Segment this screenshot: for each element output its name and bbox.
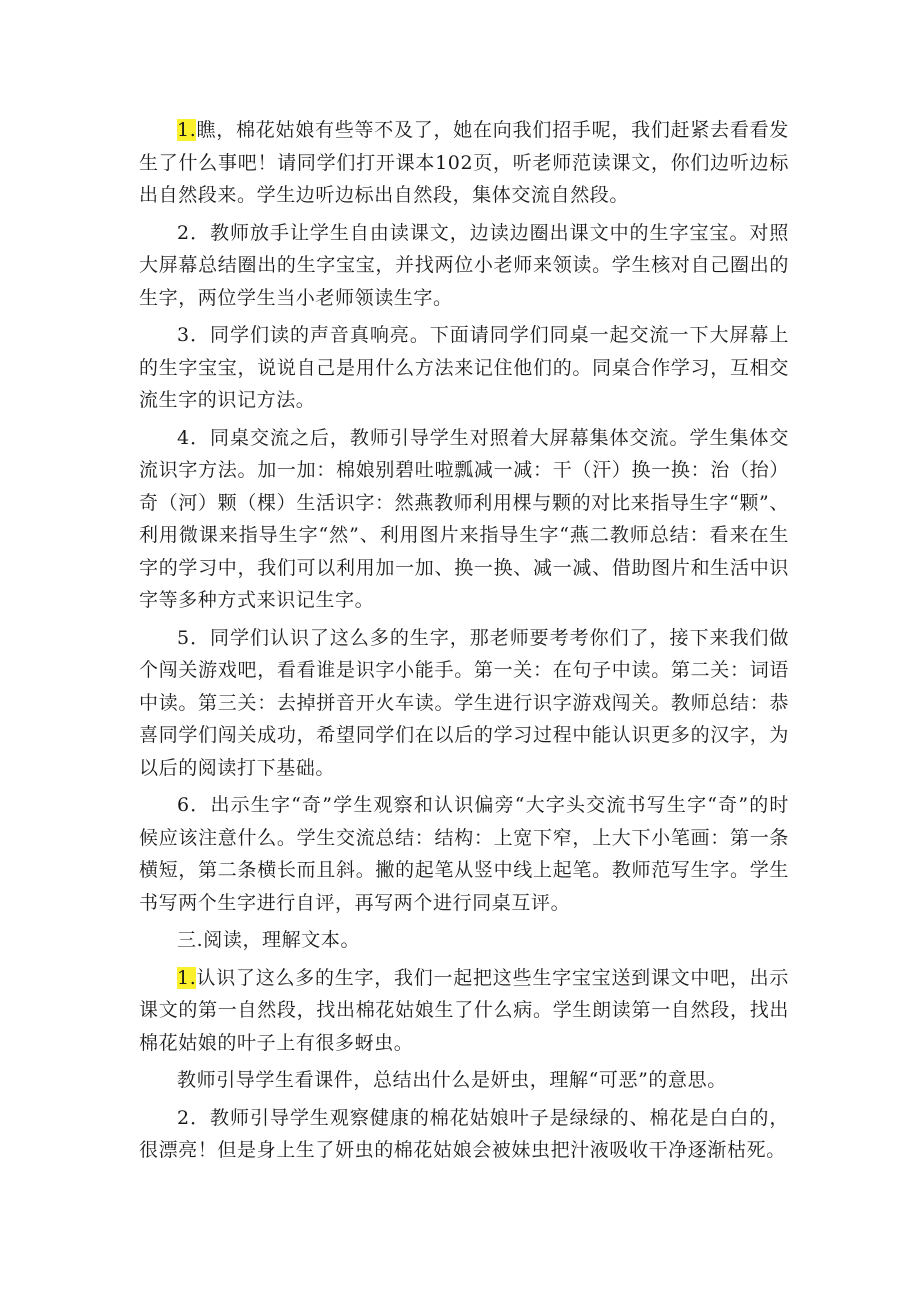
paragraph-8 xyxy=(139,1064,789,1097)
section-heading-text: 三.阅读，理解文本。 xyxy=(177,929,361,951)
paragraph-text: 教师引导学生观察健康的棉花姑娘叶子是绿绿的、棉花是白白的，很漂亮！但是身上生了妍虫的棉花姑娘会被妹虫把汁液吸收干净逐渐枯死。 xyxy=(139,1106,789,1161)
document-body xyxy=(139,114,789,1172)
paragraph-9 xyxy=(139,1102,789,1167)
paragraph-6 xyxy=(139,789,789,919)
paragraph-text: 教师放手让学生自由读课文，边读边圈出课文中的生字宝宝。对照大屏幕总结圈出的生字宝宝，并找两位小老师来领读。学生核对自己圈出的生字，两位学生当小老师领读生字。 xyxy=(139,221,789,309)
paragraph-3 xyxy=(139,319,789,417)
paragraph-4 xyxy=(139,422,789,617)
paragraph-number: 2． xyxy=(177,221,211,244)
paragraph-2 xyxy=(139,217,789,315)
paragraph-text: 出示生字“奇”学生观察和认识偏旁“大字头交流书写生字“奇”的时候应该注意什么。学生交流总结：结构：上宽下窄，上大下小笔画：第一条横短，第二条横长而且斜。撇的起笔从竖中线上起笔。教师范写生字。学生书写两个生字进行自评，再写两个进行同桌互评。 xyxy=(139,794,789,914)
section-heading xyxy=(139,924,789,957)
paragraph-number-highlighted: 1. xyxy=(177,119,197,141)
paragraph-text: 瞧，棉花姑娘有些等不及了，她在向我们招手呢，我们赶紧去看看发生了什么事吧！请同学们打开课本102页，听老师范读课文，你们边听边标出自然段来。学生边听边标出自然段，集体交流自然段。 xyxy=(139,119,789,206)
paragraph-text: 同桌交流之后，教师引导学生对照着大屏幕集体交流。学生集体交流识字方法。加一加：棉娘别碧吐啦瓢减一减：干（汗）换一换：治（抬）奇（河）颗（棵）生活识字：然燕教师利用棵与颗的对比来指导生字“颗”、利用微课来指导生字“然”、利用图片来指导生字“燕二教师总结：看来在生字的学习中，我们可以利用加一加、换一换、减一减、借助图片和生活中识字等多种方式来识记生字。 xyxy=(139,426,789,611)
paragraph-number: 3． xyxy=(177,324,211,346)
paragraph-number: 2． xyxy=(177,1106,211,1129)
paragraph-number-highlighted: 1. xyxy=(177,966,197,989)
paragraph-text: 同学们读的声音真响亮。下面请同学们同桌一起交流一下大屏幕上的生字宝宝，说说自己是用什么方法来记住他们的。同桌合作学习，互相交流生字的识记方法。 xyxy=(139,324,789,411)
paragraph-5 xyxy=(139,622,789,785)
paragraph-text: 教师引导学生看课件，总结出什么是妍虫，理解“可恶”的意思。 xyxy=(177,1069,727,1091)
paragraph-7 xyxy=(139,962,789,1060)
paragraph-number: 5． xyxy=(177,626,211,649)
paragraph-text: 认识了这么多的生字，我们一起把这些生字宝宝送到课文中吧，出示课文的第一自然段，找出棉花姑娘生了什么病。学生朗读第一自然段，找出棉花姑娘的叶子上有很多蚜虫。 xyxy=(139,966,789,1054)
paragraph-text: 同学们认识了这么多的生字，那老师要考考你们了，接下来我们做个闯关游戏吧，看看谁是识字小能手。第一关：在句子中读。第二关：词语中读。第三关：去掉拼音开火车读。学生进行识字游戏闯关。教师总结：恭喜同学们闯关成功，希望同学们在以后的学习过程中能认识更多的汉字，为以后的阅读打下基础。 xyxy=(139,626,789,779)
paragraph-1 xyxy=(139,114,789,212)
paragraph-number: 6． xyxy=(177,794,211,816)
paragraph-number: 4． xyxy=(177,426,211,449)
